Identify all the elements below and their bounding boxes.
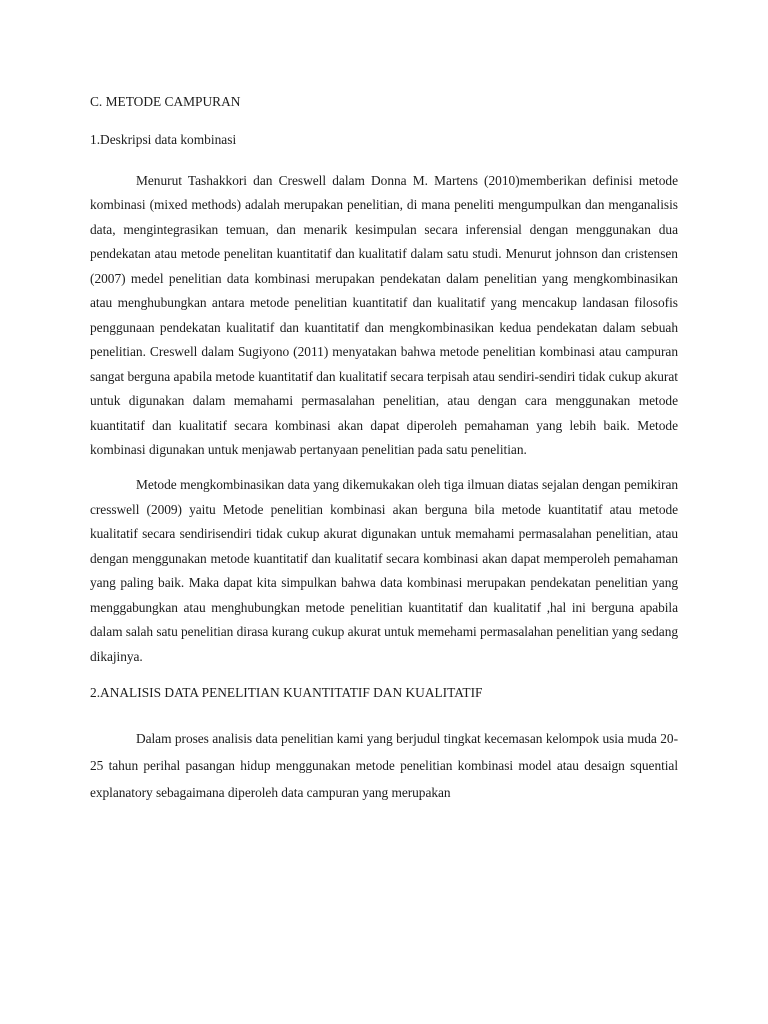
document-content xyxy=(90,92,678,817)
subheading-analisis: 2.ANALISIS DATA PENELITIAN KUANTITATIF DAN KUALITATIF xyxy=(90,685,483,701)
paragraph-definition: Menurut Tashakkori dan Creswell dalam Donna M. Martens (2010)memberikan definisi metode kombinasi (mixed methods) adalah merupakan penelitian, di mana peneliti mengumpulkan dan menganalisis data, mengintegrasikan temuan, dan menarik kesimpulan secara inferensial dengan menggunakan dua pendekatan atau metode penelitan kuantitatif dan kualitatif dalam satu studi. Menurut johnson dan cristensen (2007) medel penelitian data kombinasi merupakan pendekatan dalam penelitian yang mengkombinasikan atau menghubungkan antara metode penelitian kuantitatif dan kualitatif yang mencakup landasan filosofis penggunaan pendekatan kualitatif dan kuantitatif dan mengkombinasikan kedua pendekatan dalam sebuah penelitian. Creswell dalam Sugiyono (2011) menyatakan bahwa metode penelitian kombinasi atau campuran sangat berguna apabila metode kuantitatif dan kualitatif secara terpisah atau sendiri-sendiri tidak cukup akurat untuk digunakan dalam memahami permasalahan penelitian, atau dengan cara menggunakan metode kuantitatif dan kualitatif secara kombinasi akan dapat diperoleh pemahaman yang lebih baik. Metode kombinasi digunakan untuk menjawab pertanyaan penelitian pada satu penelitian. xyxy=(90,173,678,457)
subheading-deskripsi: 1.Deskripsi data kombinasi xyxy=(90,132,237,147)
paragraph-analysis: Dalam proses analisis data penelitian kami yang berjudul tingkat kecemasan kelompok usia muda 20-25 tahun perihal pasangan hidup menggunakan metode penelitian kombinasi model atau desaign squential explanatory sebagaimana diperoleh data campuran yang merupakan xyxy=(90,731,678,801)
paragraph-summary: Metode mengkombinasikan data yang dikemukakan oleh tiga ilmuan diatas sejalan dengan pemikiran cresswell (2009) yaitu Metode penelitian kombinasi akan berguna bila metode kuantitatif atau metode kualitatif secara sendirisendiri tidak cukup akurat digunakan untuk memahami permasalahan penelitian, atau dengan menggunakan metode kuantitatif dan kualitatif secara kombinasi akan dapat memperoleh pemahaman yang paling baik. Maka dapat kita simpulkan bahwa data kombinasi merupakan pendekatan penelitian yang menggabungkan atau menghubungkan metode penelitian kuantitatif dan kualitatif ,hal ini berguna apabila dalam salah satu penelitian dirasa kurang cukup akurat untuk memehami permasalahan penelitian yang sedang dikajinya. xyxy=(90,477,678,664)
section-heading: C. METODE CAMPURAN xyxy=(90,94,241,109)
